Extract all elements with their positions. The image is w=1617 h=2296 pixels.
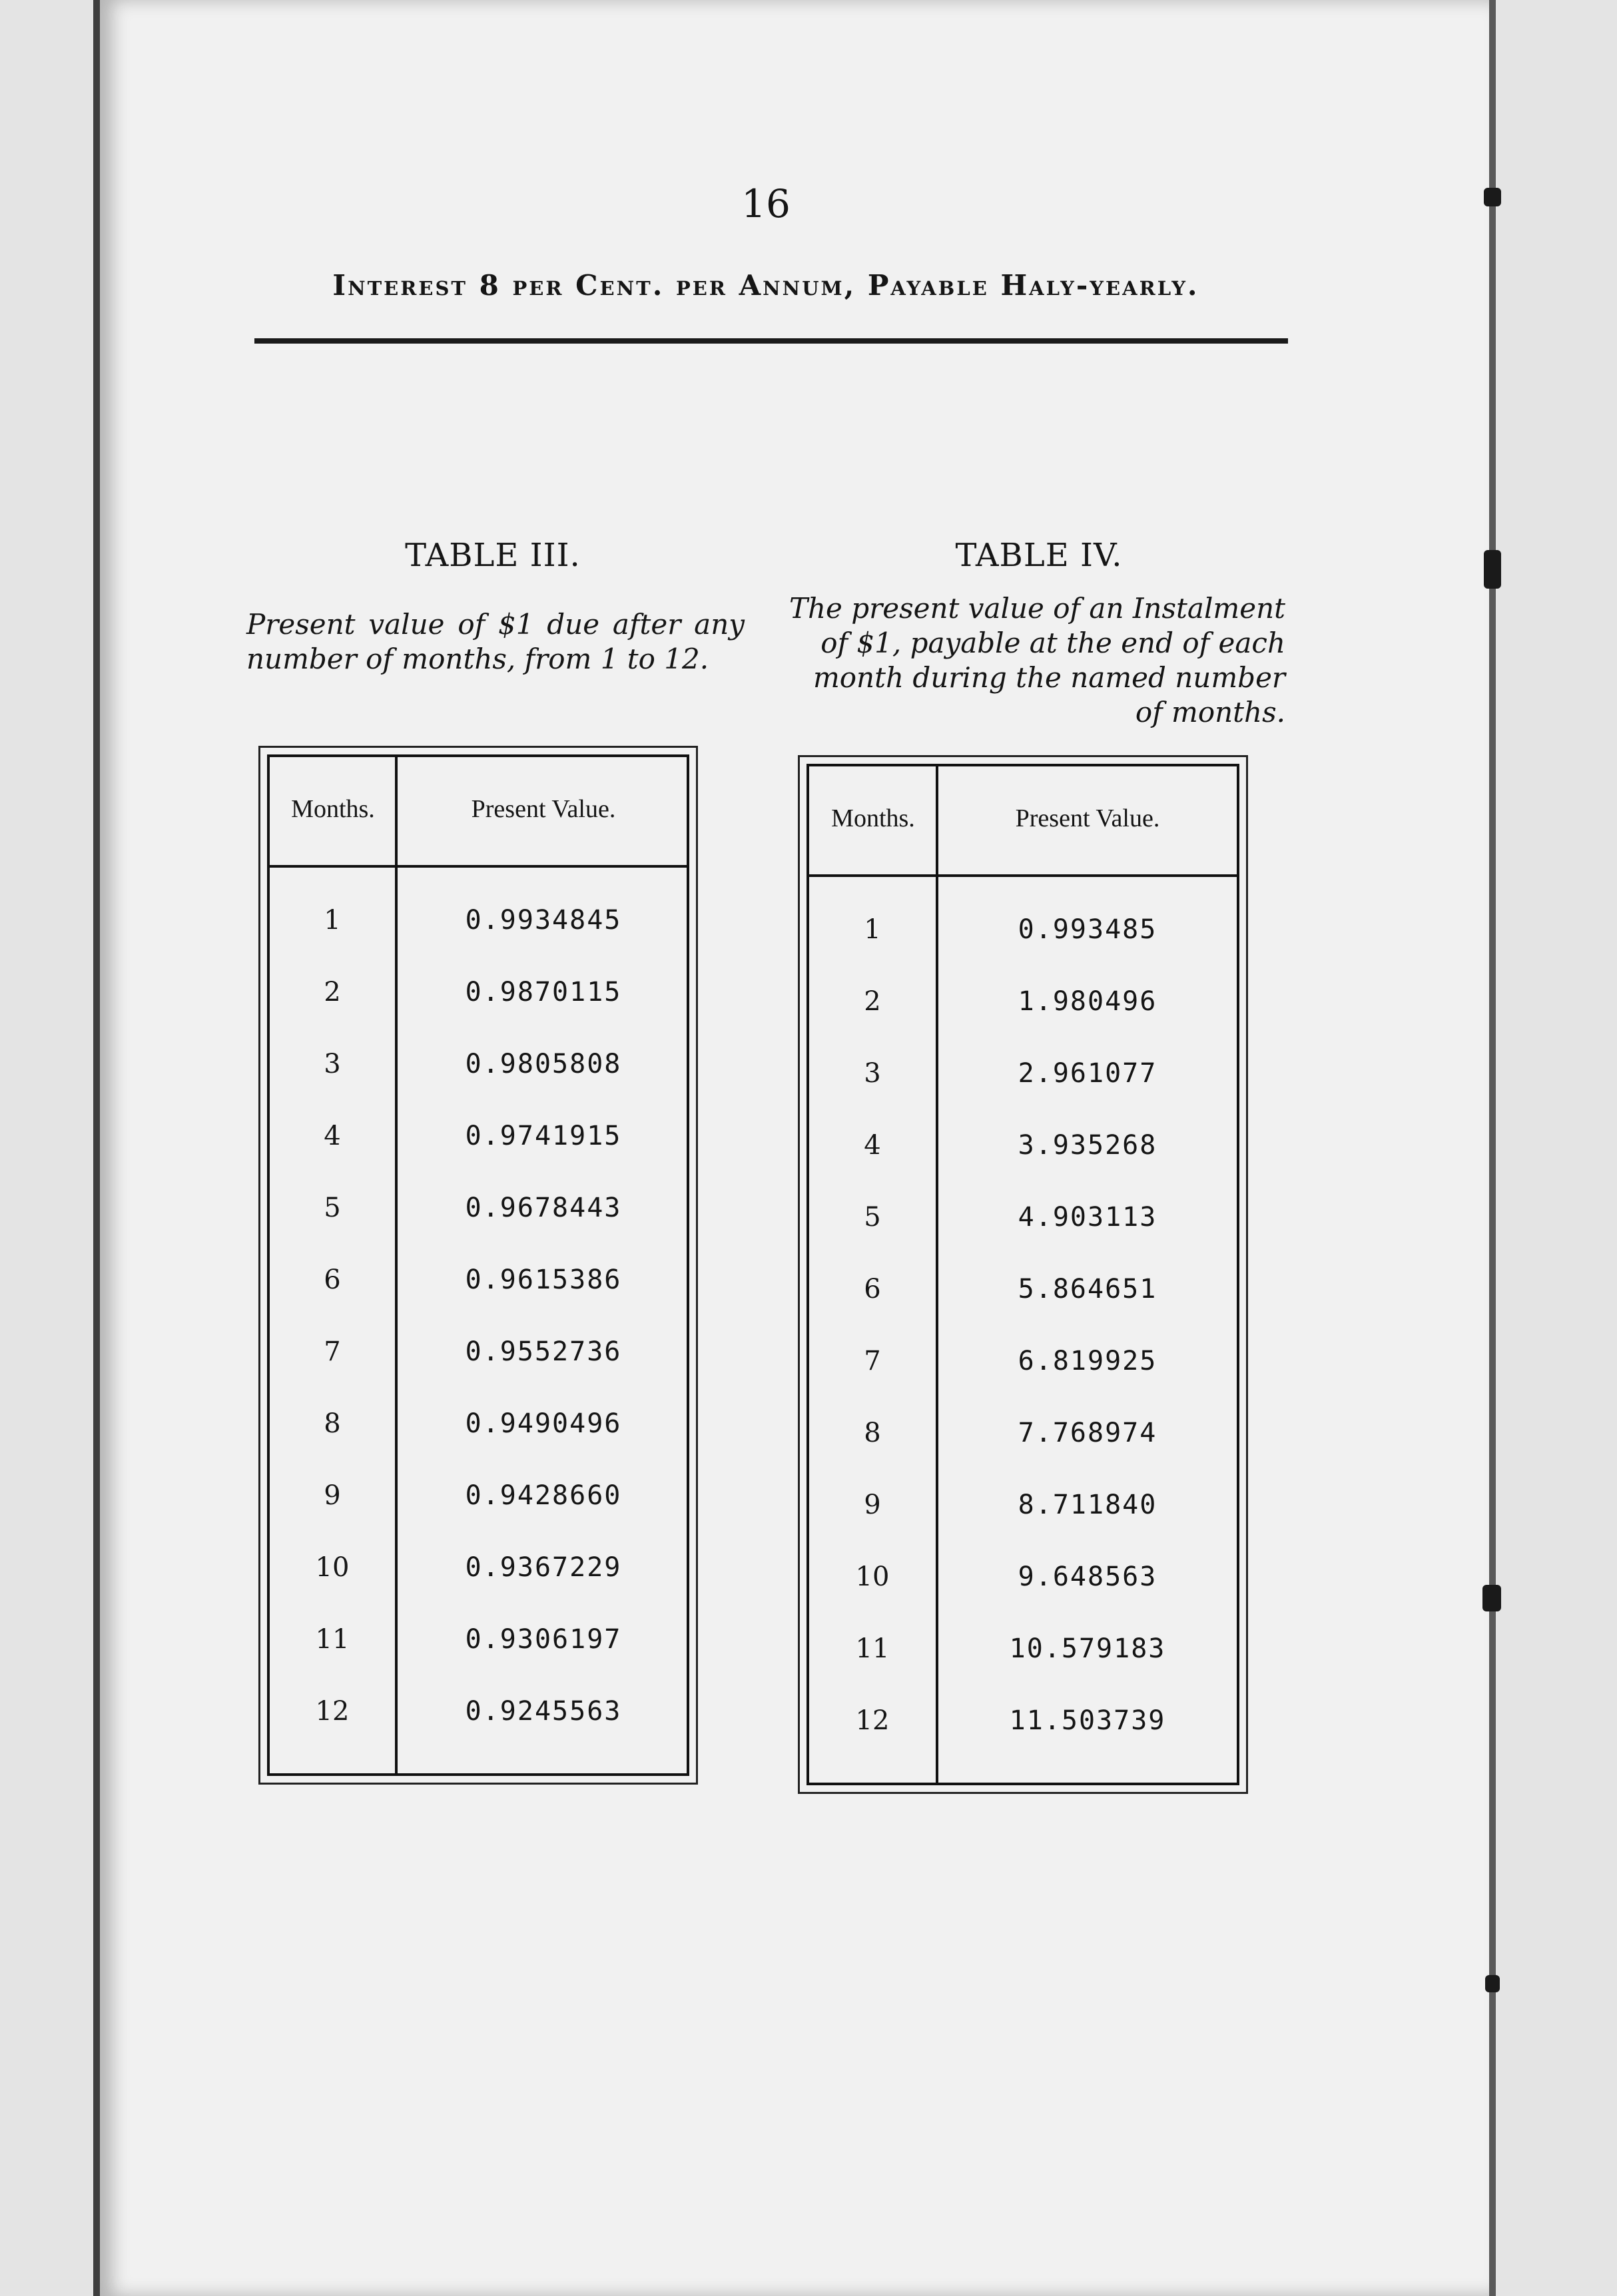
value-cell: 0.9934845	[465, 905, 622, 936]
value-cell: 1.980496	[1018, 986, 1157, 1017]
months-cell: 11	[315, 1624, 350, 1655]
table-row	[270, 1336, 687, 1383]
table-row	[270, 905, 687, 952]
table-iv-description: The present value of an Instalment of $1, payable at the end of each month during the named number of months.	[789, 592, 1285, 728]
value-cell: 0.9615386	[465, 1265, 622, 1295]
table-row	[270, 1193, 687, 1239]
value-cell: 7.768974	[1018, 1418, 1157, 1448]
table-row	[809, 1130, 1237, 1177]
months-cell: 2	[324, 977, 341, 1007]
table-iv-frame	[798, 755, 1248, 1794]
value-cell: 9.648563	[1018, 1562, 1157, 1592]
table-row	[270, 1121, 687, 1167]
months-cell: 3	[324, 1049, 341, 1079]
months-cell: 12	[315, 1696, 350, 1727]
months-cell: 5	[324, 1193, 341, 1223]
running-head: Interest 8 per Cent. per Annum, Payable Haly-yearly.	[332, 269, 1199, 302]
table-row	[809, 914, 1237, 961]
table-row	[270, 1552, 687, 1599]
table-iii-description: Present value of $1 due after any number of months, from 1 to 12.	[246, 608, 745, 675]
value-cell: 4.903113	[1018, 1202, 1157, 1233]
table-row	[270, 1624, 687, 1671]
months-cell: 11	[855, 1633, 890, 1664]
value-cell: 10.579183	[1009, 1633, 1166, 1664]
table-row	[809, 1058, 1237, 1105]
months-cell: 4	[864, 1130, 881, 1161]
table-row	[270, 1480, 687, 1527]
months-cell: 10	[855, 1562, 890, 1592]
table-row	[270, 977, 687, 1023]
table-row	[809, 1705, 1237, 1752]
table-iv-caption: TABLE IV.	[955, 537, 1123, 574]
binding-mark	[1482, 1585, 1501, 1611]
table-row	[809, 1633, 1237, 1680]
table-iv	[807, 764, 1239, 1785]
header-rule	[809, 874, 1237, 877]
table-iii	[267, 754, 689, 1776]
binding-mark	[1484, 550, 1501, 589]
months-cell: 3	[864, 1058, 881, 1089]
table-row	[809, 1490, 1237, 1536]
value-cell: 0.9678443	[465, 1193, 622, 1223]
months-cell: 9	[324, 1480, 341, 1511]
table-row	[270, 1049, 687, 1095]
value-cell: 3.935268	[1018, 1130, 1157, 1161]
header-rule	[270, 865, 687, 868]
months-cell: 1	[324, 905, 341, 936]
header-rule	[254, 338, 1288, 344]
months-cell: 7	[864, 1346, 881, 1376]
value-cell: 0.9490496	[465, 1408, 622, 1439]
table-row	[809, 1274, 1237, 1320]
months-cell: 6	[864, 1274, 881, 1304]
value-cell: 11.503739	[1009, 1705, 1166, 1736]
table-row	[809, 1562, 1237, 1608]
months-cell: 6	[324, 1265, 341, 1295]
months-cell: 2	[864, 986, 881, 1017]
value-cell: 8.711840	[1018, 1490, 1157, 1520]
binding-mark	[1485, 1975, 1500, 1992]
months-cell: 4	[324, 1121, 341, 1151]
months-cell: 1	[864, 914, 881, 945]
table-row	[270, 1265, 687, 1311]
value-cell: 0.9741915	[465, 1121, 622, 1151]
months-cell: 7	[324, 1336, 341, 1367]
column-header-present-value: Present Value.	[471, 795, 616, 823]
table-iii-caption: TABLE III.	[405, 537, 581, 574]
table-row	[809, 1202, 1237, 1249]
value-cell: 0.9245563	[465, 1696, 622, 1727]
column-header-present-value: Present Value.	[1015, 804, 1160, 832]
table-row	[270, 1408, 687, 1455]
page-number: 16	[741, 181, 791, 226]
months-cell: 9	[864, 1490, 881, 1520]
months-cell: 8	[864, 1418, 881, 1448]
column-header-months: Months.	[291, 795, 375, 823]
value-cell: 2.961077	[1018, 1058, 1157, 1089]
table-iii-frame	[258, 746, 698, 1785]
value-cell: 0.9552736	[465, 1336, 622, 1367]
table-row	[809, 1346, 1237, 1392]
value-cell: 0.9306197	[465, 1624, 622, 1655]
table-row	[270, 1696, 687, 1743]
value-cell: 0.9367229	[465, 1552, 622, 1583]
page-gutter	[1489, 0, 1496, 2296]
months-cell: 12	[855, 1705, 890, 1736]
table-row	[809, 1418, 1237, 1464]
months-cell: 8	[324, 1408, 341, 1439]
value-cell: 0.993485	[1018, 914, 1157, 945]
binding-mark	[1484, 188, 1501, 206]
value-cell: 0.9805808	[465, 1049, 622, 1079]
value-cell: 0.9428660	[465, 1480, 622, 1511]
value-cell: 0.9870115	[465, 977, 622, 1007]
column-header-months: Months.	[831, 804, 915, 832]
table-row	[809, 986, 1237, 1033]
value-cell: 5.864651	[1018, 1274, 1157, 1304]
months-cell: 5	[864, 1202, 881, 1233]
value-cell: 6.819925	[1018, 1346, 1157, 1376]
months-cell: 10	[315, 1552, 350, 1583]
